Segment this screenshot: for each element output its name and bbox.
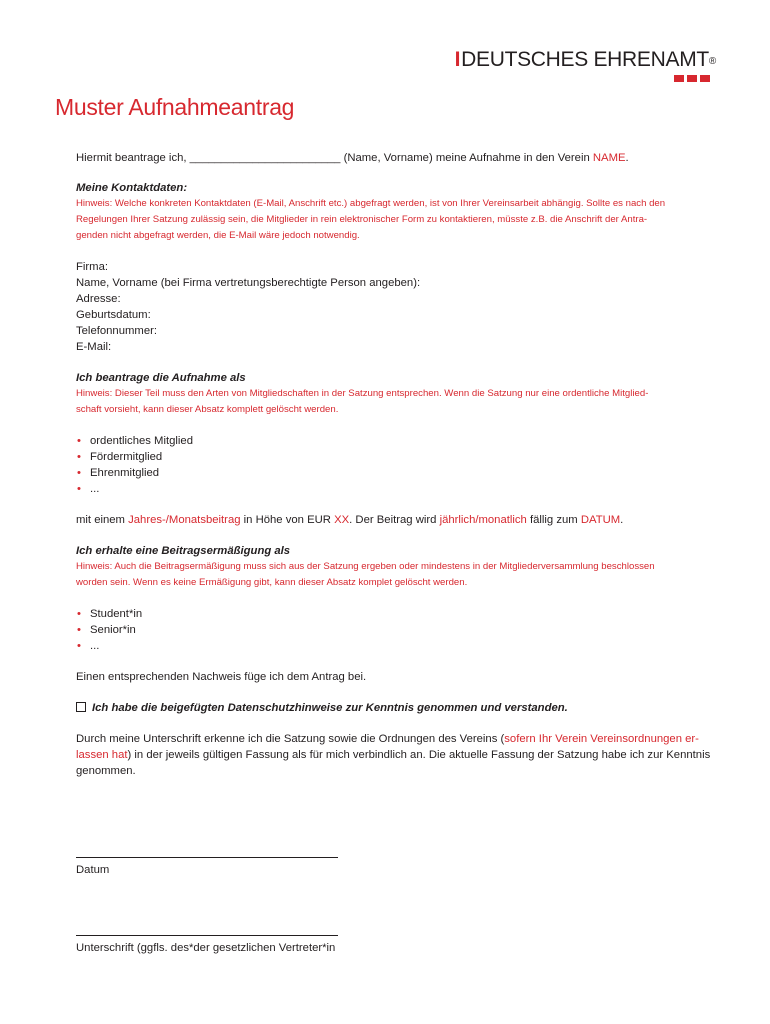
membership-option[interactable]: • Fördermitglied bbox=[77, 451, 163, 463]
logo-registered: ® bbox=[708, 56, 716, 67]
field-email: E-Mail: bbox=[76, 341, 112, 353]
logo bbox=[455, 48, 716, 82]
page-title: Muster Aufnahmeantrag bbox=[55, 94, 295, 120]
field-name: Name, Vorname (bei Firma vertretungsberechtigte Person angeben): bbox=[76, 277, 421, 289]
consent-line: lassen hat) in der jeweils gültigen Fassung als für mich verbindlich an. Die aktuelle Fassung der Satzung habe ich zur Kenntnis bbox=[76, 749, 711, 761]
field-adresse: Adresse: bbox=[76, 293, 121, 305]
signature-block bbox=[76, 935, 338, 956]
form-body bbox=[76, 150, 716, 779]
contact-hint-line: genden nicht abgefragt werden, die E-Mail wäre jedoch notwendig. bbox=[76, 230, 360, 241]
intro-line: Hiermit beantrage ich, ________________________ (Name, Vorname) meine Aufnahme in den Verein NAME. bbox=[76, 152, 629, 164]
membership-option[interactable]: • ... bbox=[77, 483, 100, 495]
date-block bbox=[76, 857, 338, 878]
bullet-icon: • bbox=[77, 624, 81, 636]
bullet-icon: • bbox=[77, 608, 81, 620]
contact-hint-line: Hinweis: Welche konkreten Kontaktdaten (E-Mail, Anschrift etc.) abgefragt werden, ist von Ihrer Vereinsarbeit abhängig. Sollte es nach den bbox=[76, 198, 666, 209]
contact-heading: Meine Kontaktdaten: bbox=[76, 182, 188, 194]
privacy-line: Ich habe die beigefügten Datenschutzhinweise zur Kenntnis genommen und verstanden. bbox=[76, 700, 716, 716]
field-geburtsdatum: Geburtsdatum: bbox=[76, 309, 151, 321]
checkbox-icon[interactable] bbox=[76, 702, 86, 712]
bullet-icon: • bbox=[77, 640, 81, 652]
logo-mark: I bbox=[454, 48, 461, 71]
proof-line: Einen entsprechenden Nachweis füge ich dem Antrag bei. bbox=[76, 671, 367, 683]
signature-label: Unterschrift (ggfls. des*der gesetzlichen Vertreter*in bbox=[76, 942, 336, 954]
bullet-icon: • bbox=[77, 483, 81, 495]
reduction-option[interactable]: • Student*in bbox=[77, 608, 143, 620]
bullet-icon: • bbox=[77, 435, 81, 447]
membership-hint-line: schaft vorsieht, kann dieser Absatz komplett gelöscht werden. bbox=[76, 404, 339, 415]
date-label: Datum bbox=[76, 864, 110, 876]
reduction-options bbox=[76, 606, 716, 654]
logo-text: DEUTSCHES EHRENAMT bbox=[461, 48, 709, 71]
membership-heading: Ich beantrage die Aufnahme als bbox=[76, 372, 246, 384]
bullet-icon: • bbox=[77, 451, 81, 463]
signature-line[interactable] bbox=[76, 935, 338, 936]
membership-option[interactable]: • ordentliches Mitglied bbox=[77, 435, 193, 447]
verein-name-placeholder: NAME bbox=[592, 152, 626, 164]
reduction-hint-line: Hinweis: Auch die Beitragsermäßigung muss sich aus der Satzung ergeben oder mindestens in der Mitgliederversammlung beschlossen bbox=[76, 561, 655, 572]
logo-squares bbox=[455, 75, 710, 82]
membership-option[interactable]: • Ehrenmitglied bbox=[77, 467, 160, 479]
reduction-option[interactable]: • ... bbox=[77, 640, 100, 652]
consent-line: genommen. bbox=[76, 765, 136, 777]
contact-hint-line: Regelungen Ihrer Satzung zulässig sein, die Mitglieder in rein elektronischer Form zu kontaktieren, müsste z.B. die Anschrift der Antra- bbox=[76, 214, 648, 225]
field-telefon: Telefonnummer: bbox=[76, 325, 157, 337]
reduction-option[interactable]: • Senior*in bbox=[77, 624, 136, 636]
reduction-heading: Ich erhalte eine Beitragsermäßigung als bbox=[76, 545, 291, 557]
reduction-hint-line: worden sein. Wenn es keine Ermäßigung gibt, kann dieser Absatz komplet gelöscht werden. bbox=[76, 577, 468, 588]
consent-line: Durch meine Unterschrift erkenne ich die Satzung sowie die Ordnungen des Vereins (sofern Ihr Verein Vereinsordnungen er- bbox=[76, 733, 699, 745]
membership-hint-line: Hinweis: Dieser Teil muss den Arten von Mitgliedschaften in der Satzung entsprechen. Wenn die Satzung nur eine ordentliche Mitglied- bbox=[76, 388, 649, 399]
field-firma: Firma: bbox=[76, 261, 109, 273]
date-line[interactable] bbox=[76, 857, 338, 858]
membership-options bbox=[76, 433, 716, 497]
fee-line: mit einem Jahres-/Monatsbeitrag in Höhe von EUR XX. Der Beitrag wird jährlich/monatlich fällig zum DATUM. bbox=[76, 514, 624, 526]
bullet-icon: • bbox=[77, 467, 81, 479]
